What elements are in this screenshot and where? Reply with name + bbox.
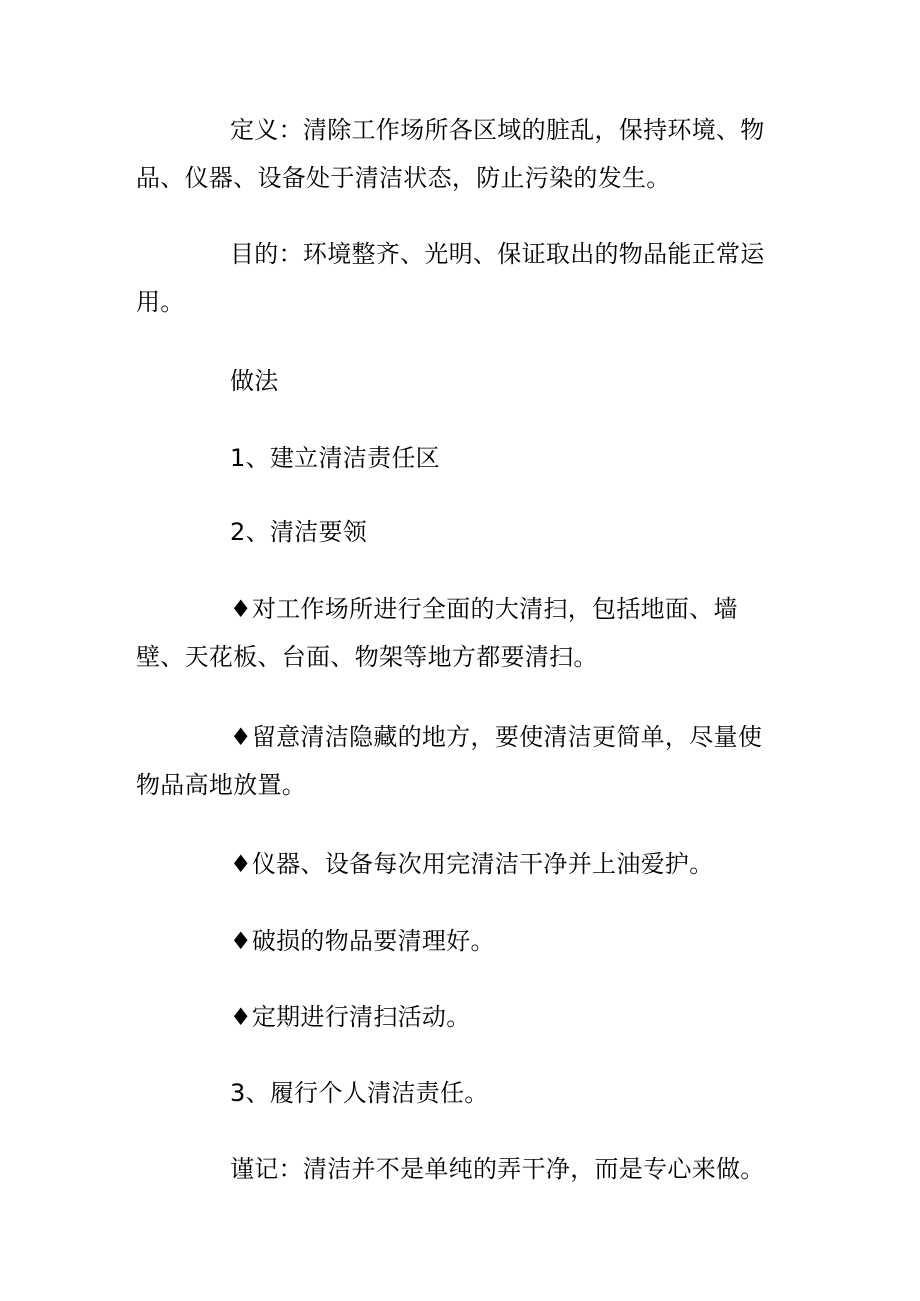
paragraph-step-1: 1、建立清洁责任区 <box>230 444 440 472</box>
paragraph-bullet-hidden-areas: ♦留意清洁隐藏的地方，要使清洁更简单，尽量使物品高地放置。 <box>136 723 763 799</box>
paragraph-definition: 定义：清除工作场所各区域的脏乱，保持环境、物品、仪器、设备处于清洁状态，防止污染的发生。 <box>136 116 765 192</box>
paragraph-bullet-equipment: ♦仪器、设备每次用完清洁干净并上油爱护。 <box>230 850 714 878</box>
paragraph-step-3: 3、履行个人清洁责任。 <box>230 1079 489 1107</box>
paragraph-method-heading: 做法 <box>230 367 279 395</box>
paragraph-bullet-cleaning: ♦对工作场所进行全面的大清扫，包括地面、墙壁、天花板、台面、物架等地方都要清扫。 <box>136 595 738 671</box>
paragraph-step-2: 2、清洁要领 <box>230 518 368 546</box>
paragraph-purpose: 目的：环境整齐、光明、保证取出的物品能正常运用。 <box>136 240 765 316</box>
paragraph-bullet-damaged-items: ♦破损的物品要清理好。 <box>230 927 495 955</box>
paragraph-reminder: 谨记：清洁并不是单纯的弄干净，而是专心来做。 <box>230 1155 765 1183</box>
paragraph-bullet-regular-cleaning: ♦定期进行清扫活动。 <box>230 1003 471 1031</box>
